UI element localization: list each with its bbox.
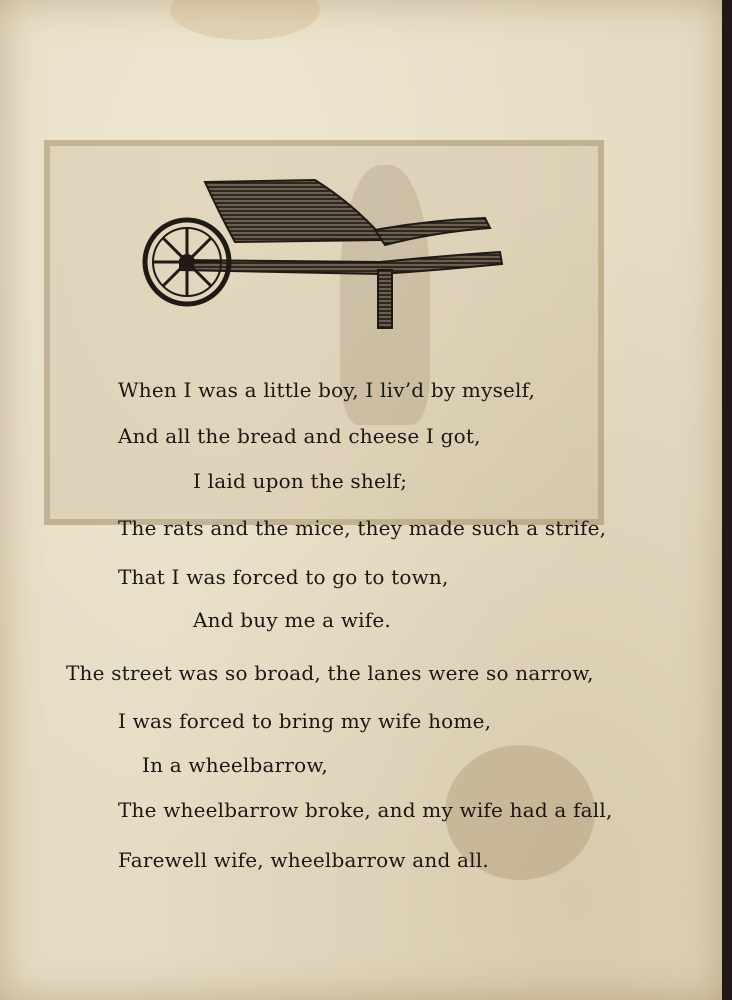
poem-line-1: When I was a little boy, I liv’d by myself, bbox=[118, 378, 536, 402]
poem-line-8: I was forced to bring my wife home, bbox=[118, 709, 492, 733]
poem-line-7: The street was so broad, the lanes were so narrow, bbox=[66, 661, 594, 685]
poem-line-3: I laid upon the shelf; bbox=[193, 469, 408, 493]
poem-line-11: Farewell wife, wheelbarrow and all. bbox=[118, 848, 489, 872]
poem-line-6: And buy me a wife. bbox=[193, 608, 391, 632]
poem-line-5: That I was forced to go to town, bbox=[118, 565, 449, 589]
poem-line-9: In a wheelbarrow, bbox=[142, 753, 328, 777]
poem-line-10: The wheelbarrow broke, and my wife had a fall, bbox=[118, 798, 613, 822]
page-edge bbox=[722, 0, 732, 1000]
poem-line-4: The rats and the mice, they made such a strife, bbox=[118, 516, 607, 540]
poem-line-2: And all the bread and cheese I got, bbox=[118, 424, 481, 448]
